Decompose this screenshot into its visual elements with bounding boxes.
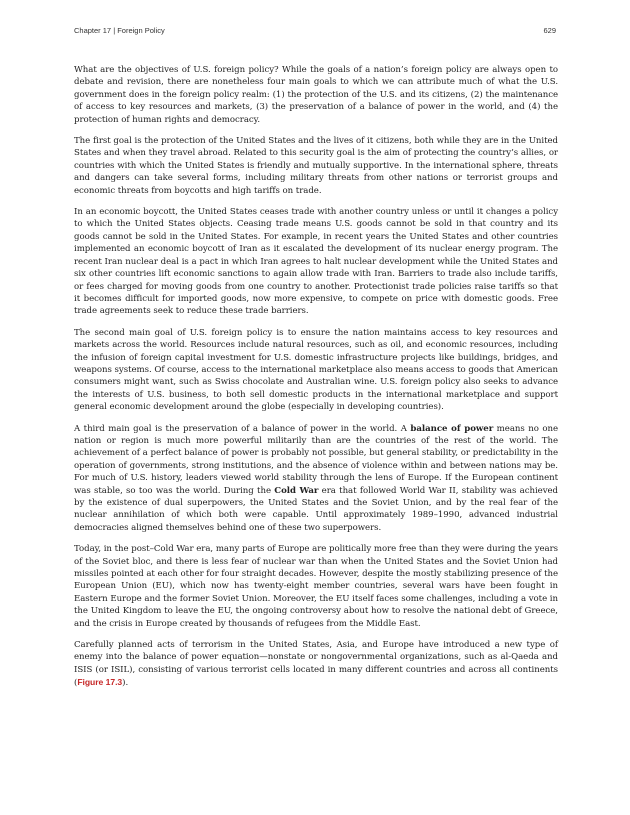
paragraph-first-goal: The first goal is the protection of the United States and the lives of it citizens, both while they are in the United States and when they travel abroad. Related to this security goal is the aim of protecting the country’s allies, or countries with which the United States is friendly and mutually supportive. In the international sphere, threats and dangers can take several forms, including military threats from other nations or terrorist groups and economic threats from boycotts and high tariffs on trade. [74,136,558,196]
paragraph-balance-of-power [74,423,558,535]
text-segment: ). [122,678,129,689]
running-header [74,26,556,38]
text-segment: means no one nation or region is much more powerful militarily than are the countries of the rest of the world. The achievement of a perfect balance of power is probably not possible, but general stability, or predictability in the operation of governments, strong institutions, and the absence of violence within and between nations may be. For much of U.S. history, leaders viewed world stability through the lens of Europe. If the European continent was stable, so too was the world. During the [74,423,559,496]
paragraph-objectives: What are the objectives of U.S. foreign policy? While the goals of a nation’s foreign policy are always open to debate and revision, there are nonetheless four main goals to which we can attribute much of what the U.S. government does in the foreign policy realm: (1) the protection of the U.S. and its citizens, (2) the maintenance of access to key resources and markets, (3) the preservation of a balance of power in the world, and (4) the protection of human rights and democracy. [74,65,558,125]
body-text [74,64,558,699]
chapter-title: Chapter 17 | Foreign Policy [74,26,165,35]
page-number: 629 [543,26,556,35]
paragraph-terrorism [74,639,558,690]
paragraph-post-cold-war: Today, in the post–Cold War era, many parts of Europe are politically more free than they were during the years of the Soviet bloc, and there is less fear of nuclear war than when the United States and the Soviet Union had missiles pointed at each other for four straight decades. However, despite the mostly stabilizing presence of the European Union (EU), which now has twenty-eight member countries, several wars have been fought in Eastern Europe and the former Soviet Union. Moreover, the EU itself faces some challenges, including a vote in the United Kingdom to leave the EU, the ongoing controversy about how to resolve the national debt of Greece, and the crisis in Europe created by thousands of refugees from the Middle East. [74,544,558,629]
text-segment: era that followed World War II, stability was achieved by the existence of dual superpowers, the United States and the Soviet Union, and by the real fear of the nuclear annihilation of which both were capable. Until approximately 1989–1990, advanced industrial democracies aligned themselves behind one of these two superpowers. [74,485,559,533]
paragraph-economic-boycott: In an economic boycott, the United States ceases trade with another country unless or until it changes a policy to which the United States objects. Ceasing trade means U.S. goods cannot be sold in that country and its goods cannot be sold in the United States. For example, in recent years the United States and other countries implemented an economic boycott of Iran as it escalated the development of its nuclear energy program. The recent Iran nuclear deal is a pact in which Iran agrees to halt nuclear development while the United States and six other countries lift economic sanctions to again allow trade with Iran. Barriers to trade also include tariffs, or fees charged for moving goods from one country to another. Protectionist trade policies raise tariffs so that it becomes difficult for imported goods, now more expensive, to compete on price with domestic goods. Free trade agreements seek to reduce these trade barriers. [74,207,558,317]
text-segment: Carefully planned acts of terrorism in the United States, Asia, and Europe have introduced a new type of enemy into the balance of power equation—nonstate or nongovernmental organizations, such as al-Qaeda and ISIS (or ISIL), consisting of various terrorist cells located in many different countries and across all continents ( [74,640,558,689]
key-term-balance-of-power: balance of power [410,423,494,434]
paragraph-second-goal: The second main goal of U.S. foreign policy is to ensure the nation maintains access to key resources and markets across the world. Resources include natural resources, such as oil, and economic resources, including the infusion of foreign capital investment for U.S. domestic infrastructure projects like buildings, bridges, and weapons systems. Of course, access to the international marketplace also means access to goods that American consumers might want, such as Swiss chocolate and Australian wine. U.S. foreign policy also seeks to advance the interests of U.S. business, to both sell domestic products in the international marketplace and support general economic development around the globe (especially in developing countries). [74,327,558,413]
figure-link[interactable]: Figure 17.3 [77,677,123,688]
text-segment: A third main goal is the preservation of a balance of power in the world. A [74,423,411,434]
key-term-cold-war: Cold War [274,485,319,496]
